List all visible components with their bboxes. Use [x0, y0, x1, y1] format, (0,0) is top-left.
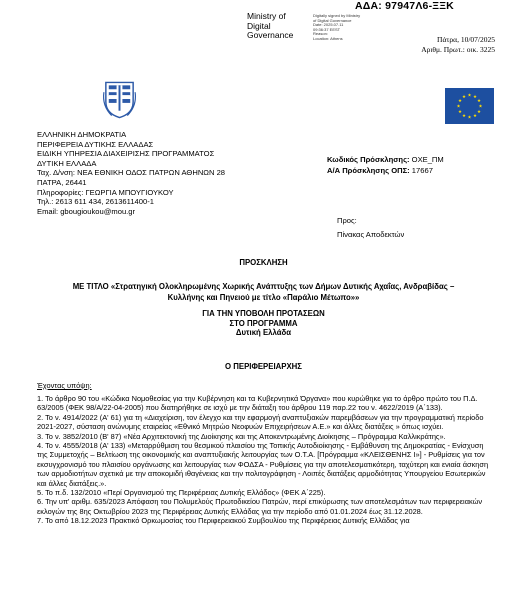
list-item: 6. Την υπ' αριθμ. 635/2023 Απόφαση του Πολυμελούς Πρωτοδικείου Πατρών, περί επικύρωσης των αποτελεσμάτων των περιφερειακών εκλογών της 8ης Οκτωβρίου 2023 της Περιφέρειας Δυτικής Ελλάδας για την περίοδο από 01.01.2024 έως 31.12.2028.: [37, 497, 483, 516]
digital-signature: Digitally signed by Ministry of Digital Governance Date: 2025.07.11 09:36:37 EEST Reason: Location: Athens: [313, 13, 361, 41]
ministry-label: Ministry of Digital Governance: [247, 11, 294, 40]
eu-star-icon: ★: [472, 113, 478, 119]
doc-title: ΠΡΟΣΚΛΗΣΗ: [239, 258, 288, 267]
list-item: 4. Το ν. 4555/2018 (Α' 133) «Μεταρρύθμιση του θεσμικού πλαισίου της Τοπικής Αυτοδιοίκησης - Εμβάθυνση της Δημοκρατίας - Ενίσχυση της Συμμετοχής – Βελτίωση της οικονομικής και αναπτυξιακής λειτουργίας των Ο.Τ.Α. [Πρόγραμμα «ΚΛΕΙΣΘΕΝΗΣ Ι»] - Ρυθμίσεις για τον εκσυγχρονισμό του πλαισίου οργάνωσης και λειτουργίας των ΦΟΔΣΑ - Ρυθμίσεις για την αποτελεσματικότερη, ταχύτερη και ενιαία άσκηση των αρμοδιοτήτων σχετικά με την αποκομιδή ιθαγένειας και την πολιτογράφηση - Λοιπές διατάξεις αρμοδιότητας Υπουργείου Εσωτερικών και άλλες διατάξεις.».: [37, 441, 489, 488]
eu-star-icon: ★: [472, 94, 478, 100]
eu-flag-icon: [445, 88, 494, 124]
eu-star-icon: ★: [467, 114, 472, 120]
date-line: Πάτρα, 10/07/2025: [437, 35, 495, 44]
eu-star-icon: ★: [461, 94, 467, 100]
eu-star-icon: ★: [461, 113, 467, 119]
list-item: 5. Το π.δ. 132/2010 «Περί Οργανισμού της Περιφέρειας Δυτικής Ελλάδος» (ΦΕΚ Α΄225).: [37, 488, 326, 498]
eu-star-icon: ★: [457, 109, 462, 115]
list-item: 2. Το ν. 4914/2022 (Α' 61) για τη «Διαχείριση, τον έλεγχο και την εφαρμογή αναπτυξιακών παρεμβάσεων για την προγραμματική περίοδο 2021-2027, σύσταση ανώνυμης εταιρείας «Εθνικό Μητρώο Νεοφυών Επιχειρήσεων Α.Ε.» και άλλες διατάξεις » όπως ισχύει.: [37, 412, 484, 432]
list-item: 7. Το από 18.12.2023 Πρακτικό Ορκωμοσίας του Περιφερειακού Συμβουλίου της Περιφέρειας Δυτικής Ελλάδας για: [37, 516, 410, 526]
list-item: 3. Το ν. 3852/2010 (Β' 87) «Νέα Αρχιτεκτονική της Διοίκησης και της Αποκεντρωμένης Διοίκησης – Πρόγραμμα Καλλικράτης».: [37, 431, 446, 441]
ops-label: Α/Α Πρόσκλησης ΟΠΣ:: [327, 166, 410, 175]
regional-governor: Ο ΠΕΡΙΦΕΡΕΙΑΡΧΗΣ: [225, 362, 302, 371]
eu-star-icon: ★: [457, 98, 462, 104]
ops-value: 17667: [411, 166, 433, 175]
call-code-value: ΟΧΕ_ΠΜ: [411, 155, 444, 164]
ada-code: ΑΔΑ: 97947Λ6-ΞΞΚ: [355, 0, 454, 12]
to-label: Προς:: [337, 216, 357, 225]
eu-star-icon: ★: [456, 103, 461, 109]
to-value: Πίνακας Αποδεκτών: [337, 230, 405, 239]
recipients: [337, 214, 404, 242]
legal-items: [37, 394, 492, 526]
protocol-line: Αριθμ. Πρωτ.: οικ. 3225: [421, 45, 495, 54]
date-protocol: [395, 35, 495, 55]
submission-heading: ΓΙΑ ΤΗΝ ΥΠΟΒΟΛΗ ΠΡΟΤΑΣΕΩΝ ΣΤΟ ΠΡΟΓΡΑΜΜΑ Δυτική Ελλάδα: [202, 309, 325, 337]
doc-subtitle: ΜΕ ΤΙΤΛΟ «Στρατηγική Ολοκληρωμένης Χωρικής Ανάπτυξης των Δήμων Δυτικής Αχαΐας, Ανδραβίδας – Κυλλήνης και Πηνειού με τίτλο «Παράλιο Μέτωπο»»: [72, 282, 455, 302]
call-code-label: Κωδικός Πρόσκλησης:: [327, 155, 410, 164]
list-item: 1. Το άρθρο 90 του «Κώδικα Νομοθεσίας για την Κυβέρνηση και τα Κυβερνητικά Όργανα» που κυρώθηκε για το άρθρο πρώτο του Π.Δ. 63/2005 (ΦΕΚ 98/Α/22-04-2005) που διατηρήθηκε σε ισχύ με την διάταξη του άρθρου 119 παρ.22 του ν. 4622/2019 (Α΄133).: [37, 394, 478, 413]
eu-star-icon: ★: [477, 98, 482, 104]
having-regard: Έχοντας υπόψη:: [37, 381, 92, 390]
issuer-header: ΕΛΛΗΝΙΚΗ ΔΗΜΟΚΡΑΤΙΑ ΠΕΡΙΦΕΡΕΙΑ ΔΥΤΙΚΗΣ ΕΛΛΑΔΑΣ ΕΙΔΙΚΗ ΥΠΗΡΕΣΙΑ ΔΙΑΧΕΙΡΙΣΗΣ ΠΡΟΓΡΑΜΜΑΤΟΣ ΔΥΤΙΚΗ ΕΛΛΑΔΑ Ταχ. Δ/νση: ΝΕΑ ΕΘΝΙΚΗ ΟΔΟΣ ΠΑΤΡΩΝ ΑΘΗΝΩΝ 28 ΠΑΤΡΑ, 26441 Πληροφορίες: ΓΕΩΡΓΙΑ ΜΠΟΥΓΙΟΥΚΟΥ Τηλ.: 2613 611 434, 2613611400-1 Email: gbougioukou@mou.gr: [37, 130, 226, 216]
call-codes: [327, 154, 444, 176]
greek-emblem-icon: [100, 78, 139, 120]
eu-star-icon: ★: [478, 103, 483, 109]
eu-star-icon: ★: [477, 109, 482, 115]
eu-star-icon: ★: [467, 92, 472, 98]
